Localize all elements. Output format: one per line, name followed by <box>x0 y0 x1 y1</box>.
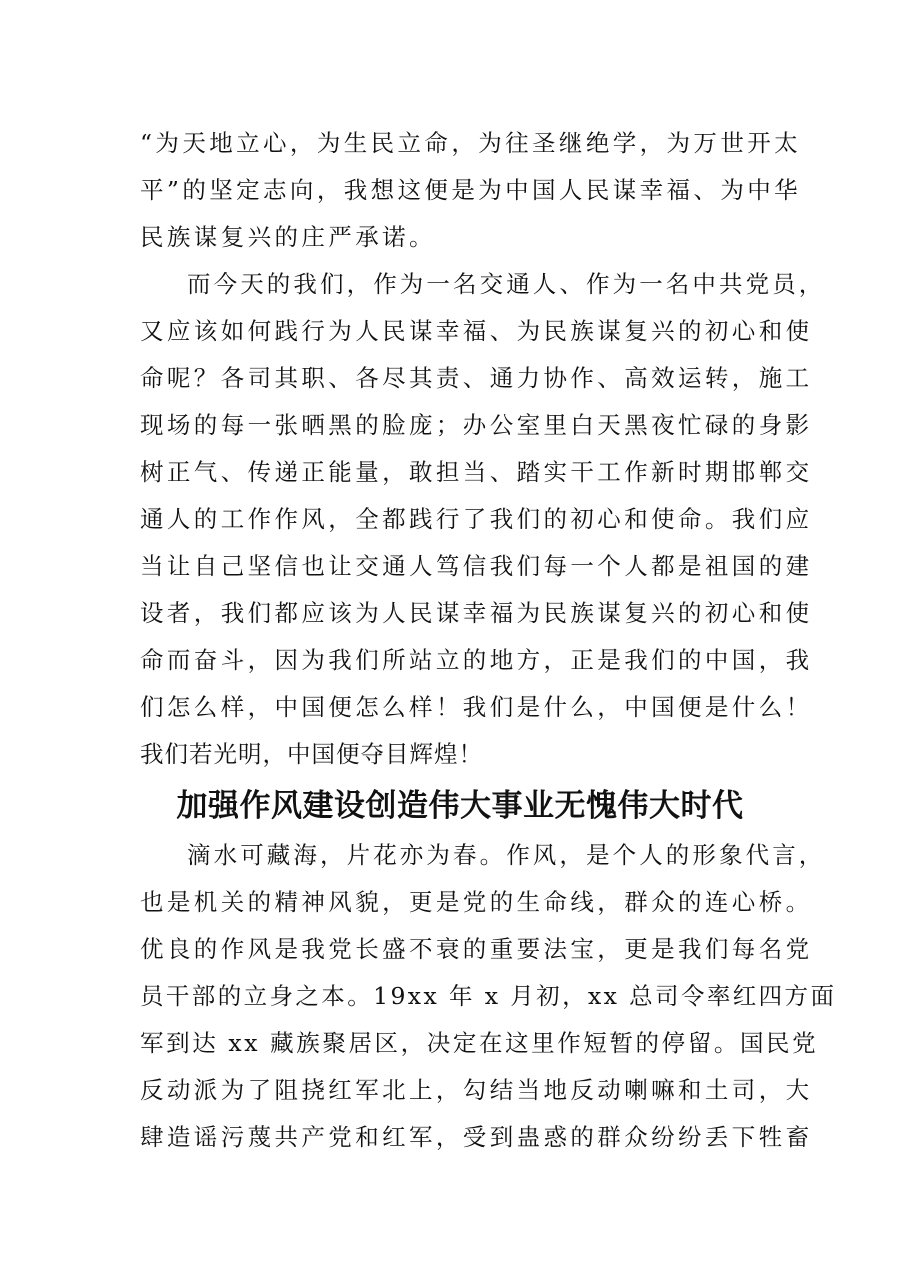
paragraph-line: 命而奋斗，因为我们所站立的地方，正是我们的中国，我 <box>140 646 813 674</box>
section-heading: 加强作风建设创造伟大事业无愧伟大时代 <box>176 788 744 824</box>
paragraph-line: 设者，我们都应该为人民谋幸福为民族谋复兴的初心和使 <box>140 599 813 627</box>
paragraph-line: “为天地立心，为生民立命，为往圣继绝学，为万世开太 <box>140 129 802 157</box>
paragraph-line: 滴水可藏海，片花亦为春。作风，是个人的形象代言， <box>187 841 826 869</box>
paragraph-line: 军到达 xx 藏族聚居区，决定在这里作短暂的停留。国民党 <box>140 1029 819 1057</box>
paragraph-line: 而今天的我们，作为一名交通人、作为一名中共党员， <box>187 270 826 298</box>
paragraph-line: 也是机关的精神风貌，更是党的生命线，群众的连心桥。 <box>140 888 813 916</box>
paragraph-line: 民族谋复兴的庄严承诺。 <box>140 223 436 251</box>
paragraph-line: 我们若光明，中国便夺目辉煌！ <box>140 740 483 768</box>
paragraph-line: 优良的作风是我党长盛不衰的重要法宝，更是我们每名党 <box>140 935 813 963</box>
paragraph-line: 当让自己坚信也让交通人笃信我们每一个人都是祖国的建 <box>140 552 813 580</box>
paragraph-line: 们怎么样，中国便怎么样！我们是什么，中国便是什么！ <box>140 693 813 721</box>
paragraph-line: 肆造谣污蔑共产党和红军，受到蛊惑的群众纷纷丢下牲畜 <box>140 1123 813 1151</box>
paragraph-line: 命呢？各司其职、各尽其责、通力协作、高效运转，施工 <box>140 364 813 392</box>
paragraph-line: 又应该如何践行为人民谋幸福、为民族谋复兴的初心和使 <box>140 317 813 345</box>
paragraph-line: 员干部的立身之本。19xx 年 x 月初，xx 总司令率红四方面 <box>140 982 837 1010</box>
paragraph-line: 反动派为了阻挠红军北上，勾结当地反动喇嘛和土司，大 <box>140 1076 813 1104</box>
paragraph-line: 通人的工作作风，全都践行了我们的初心和使命。我们应 <box>140 505 813 533</box>
paragraph-line: 平”的坚定志向，我想这便是为中国人民谋幸福、为中华 <box>140 176 802 204</box>
paragraph-line: 树正气、传递正能量，敢担当、踏实干工作新时期邯郸交 <box>140 458 813 486</box>
paragraph-line: 现场的每一张晒黑的脸庞；办公室里白天黑夜忙碌的身影 <box>140 411 813 439</box>
